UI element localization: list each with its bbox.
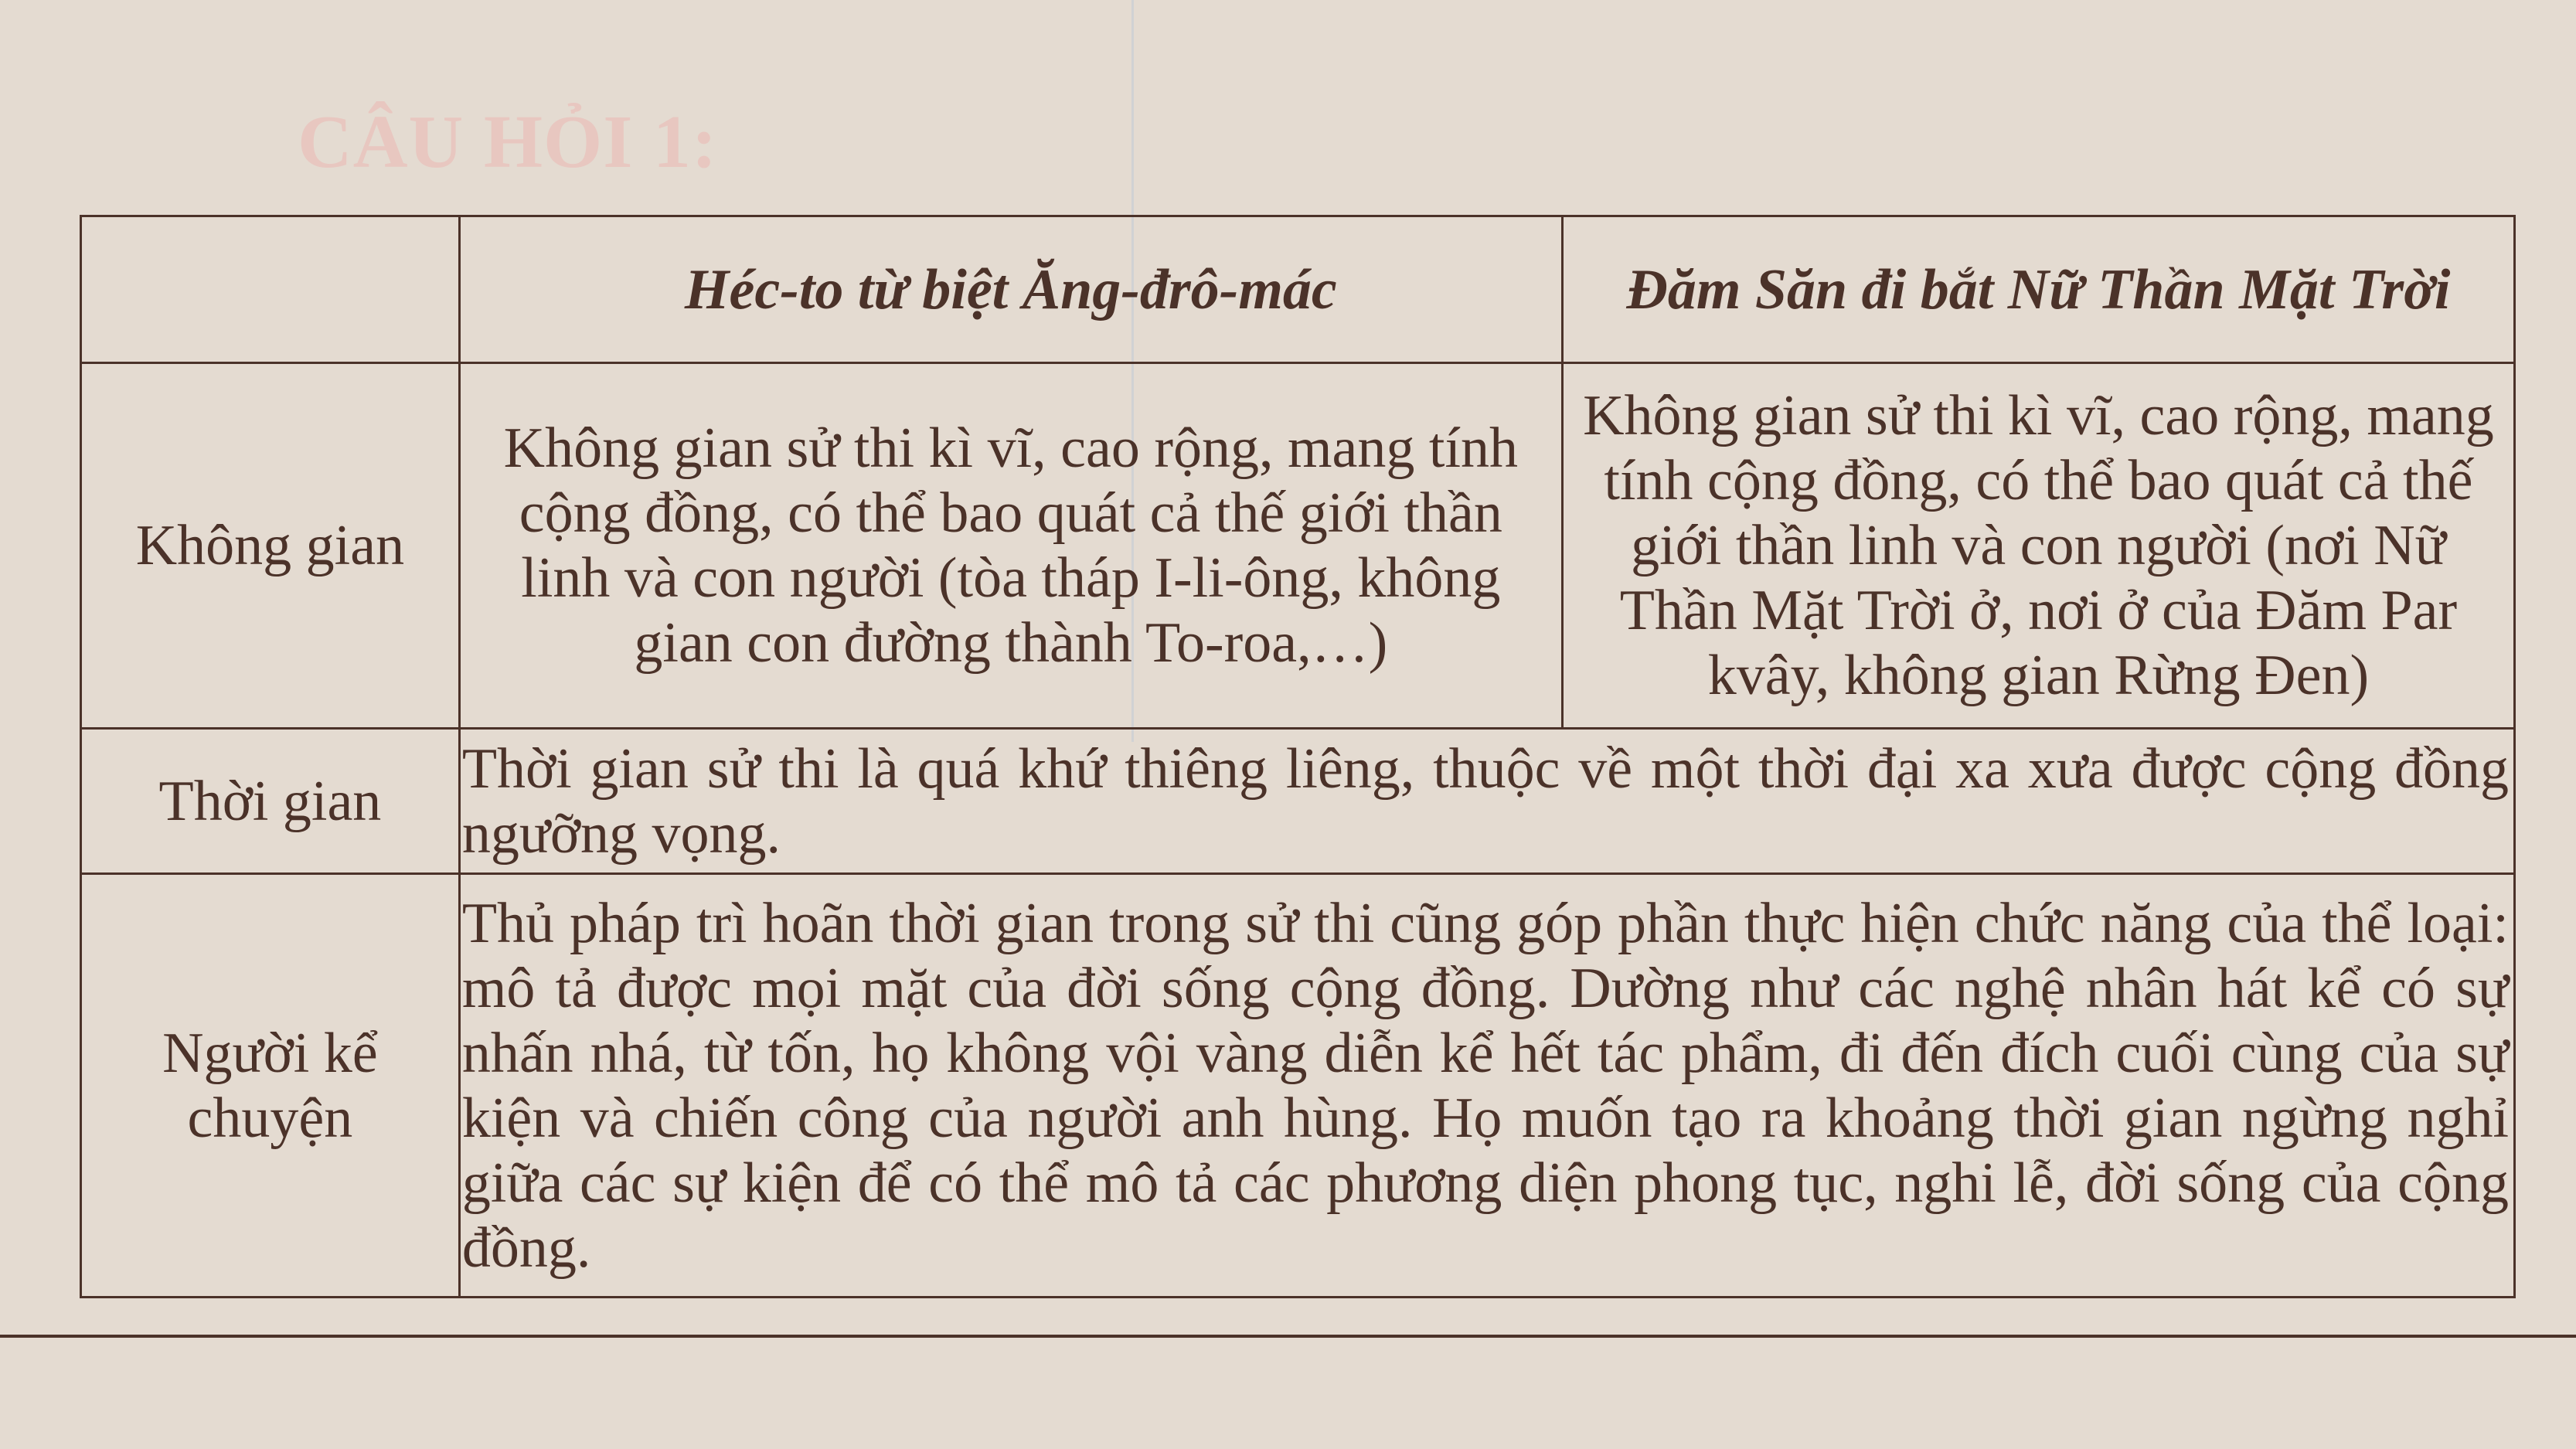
bottom-divider — [0, 1335, 2576, 1338]
slide-title: CÂU HỎI 1: — [298, 100, 718, 184]
header-hector-cell: Héc-to từ biệt Ăng-đrô-mác — [459, 216, 1562, 363]
table-row-time — [81, 729, 2515, 874]
comparison-table — [80, 215, 2516, 1298]
cell-space-hector: Không gian sử thi kì vĩ, cao rộng, mang tính cộng đồng, có thể bao quát cả thế giới thần linh và con người (tòa tháp I-li-ông, không gian con đường thành To-roa,…) — [459, 363, 1562, 729]
table-header-row — [81, 216, 2515, 363]
row-label-space: Không gian — [81, 363, 460, 729]
cell-time-content: Thời gian sử thi là quá khứ thiêng liêng, thuộc về một thời đại xa xưa được cộng đồng ngưỡng vọng. — [459, 729, 2514, 874]
cell-narrator-content: Thủ pháp trì hoãn thời gian trong sử thi cũng góp phần thực hiện chức năng của thể loại: mô tả được mọi mặt của đời sống cộng đồng. Dường như các nghệ nhân hát kể có sự nhấn nhá, từ tốn, họ không vội vàng diễn kể hết tác phẩm, đi đến đích cuối cùng của sự kiện và chiến công của người anh hùng. Họ muốn tạo ra khoảng thời gian ngừng nghỉ giữa các sự kiện để có thể mô tả các phương diện phong tục, nghi lễ, đời sống của cộng đồng. — [459, 874, 2514, 1298]
row-label-narrator: Người kể chuyện — [81, 874, 460, 1298]
table-row-space — [81, 363, 2515, 729]
row-label-time: Thời gian — [81, 729, 460, 874]
header-corner-cell — [81, 216, 460, 363]
table-row-narrator — [81, 874, 2515, 1298]
cell-space-damsan: Không gian sử thi kì vĩ, cao rộng, mang tính cộng đồng, có thể bao quát cả thế giới thần linh và con người (nơi Nữ Thần Mặt Trời ở, nơi ở của Đăm Par kvây, không gian Rừng Đen) — [1562, 363, 2514, 729]
header-damsan-cell: Đăm Săn đi bắt Nữ Thần Mặt Trời — [1562, 216, 2514, 363]
